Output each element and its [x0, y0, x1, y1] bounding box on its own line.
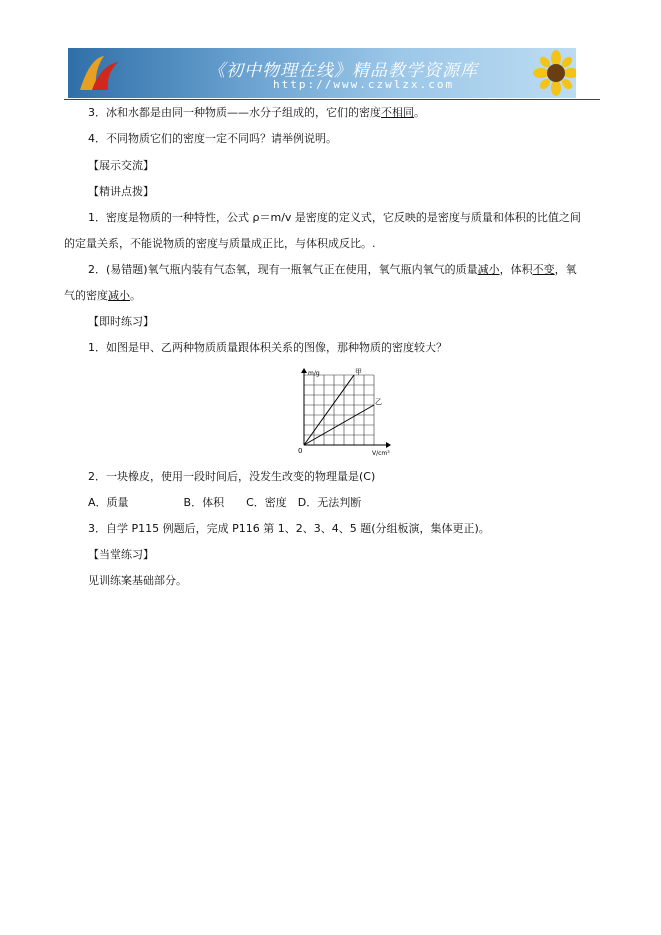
series-label: 乙 — [375, 398, 382, 406]
header-banner — [68, 48, 576, 98]
text-line: 4．不同物质它们的密度一定不同吗？请举例说明。 — [88, 132, 337, 145]
section-heading: 【当堂练习】 — [88, 548, 154, 561]
x-axis-label: V/cm³ — [372, 450, 390, 457]
origin-label: 0 — [298, 447, 303, 455]
site-url[interactable]: http://www.czwlzx.com — [273, 78, 455, 91]
text-line: 2．(易错题)氧气瓶内装有气态氧，现有一瓶氧气正在使用，氧气瓶内氧气的质量减小，体积不变，氧 — [88, 263, 577, 276]
text-line: 3．自学 P115 例题后，完成 P116 第 1、2、3、4、5 题(分组板演，集体更正)。 — [88, 522, 490, 535]
y-axis-arrow — [301, 368, 307, 373]
site-title: 《初中物理在线》精品教学资源库 — [208, 61, 478, 81]
text-line: 的定量关系，不能说物质的密度与质量成正比，与体积成反比。. — [64, 237, 376, 250]
section-heading: 【展示交流】 — [88, 159, 154, 172]
sunflower-icon — [533, 50, 576, 96]
text-line: 2．一块橡皮，使用一段时间后，没发生改变的物理量是(C) — [88, 470, 376, 483]
series-line — [304, 375, 354, 445]
text-line: 1．如图是甲、乙两种物质质量跟体积关系的图像，那种物质的密度较大？ — [88, 341, 447, 354]
logo-icon — [74, 52, 124, 94]
mass-volume-chart — [292, 367, 392, 457]
text-line: A．质量 B．体积 C．密度 D．无法判断 — [88, 496, 362, 509]
text-line: 气的密度减小。 — [64, 289, 141, 302]
section-heading: 【即时练习】 — [88, 315, 154, 328]
text-line: 见训练案基础部分。 — [88, 574, 187, 587]
text-line: 1．密度是物质的一种特性，公式 ρ＝m/v 是密度的定义式，它反映的是密度与质量和体积的比值之间 — [88, 211, 581, 224]
section-heading: 【精讲点拨】 — [88, 185, 154, 198]
y-axis-label: m/g — [308, 370, 320, 377]
header-divider — [64, 99, 600, 100]
text-line: 3．冰和水都是由同一种物质——水分子组成的，它们的密度不相同。 — [88, 106, 425, 119]
x-axis-arrow — [386, 442, 391, 448]
chart-grid — [304, 375, 374, 445]
series-label: 甲 — [355, 368, 362, 376]
